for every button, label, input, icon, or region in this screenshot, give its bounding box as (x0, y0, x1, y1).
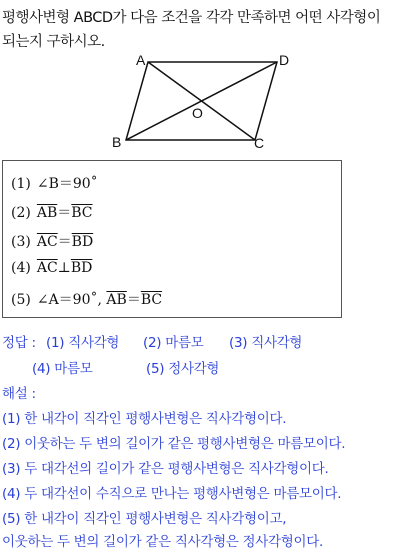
answer-2: (2) 마름모 (143, 335, 204, 351)
answer-4: (4) 마름모 (32, 361, 93, 377)
explanation-label: 해설 : (2, 386, 36, 402)
label-d: D (279, 52, 290, 68)
condition-row (11, 202, 93, 222)
parallelogram-figure (0, 50, 400, 160)
condition-text: ∠A＝90˚, (36, 292, 107, 308)
explanation-line: (3) 두 대각선의 길이가 같은 평행사변형은 직사각형이다. (2, 461, 329, 477)
explanation-line: 이웃하는 두 변의 길이가 같은 직사각형은 정사각형이다. (2, 534, 323, 550)
question-line-2: 되는지 구하시오. (2, 34, 105, 50)
label-o: O (192, 105, 203, 121)
condition-text: ＝ (57, 234, 72, 250)
condition-text: ＝ (57, 205, 72, 221)
condition-row (11, 231, 93, 251)
condition-number: (1) (11, 176, 31, 192)
label-b: B (112, 134, 122, 150)
segment-overline: $\overline{AC}$ (36, 260, 58, 276)
segment-overline: $\overline{AC}$ (36, 234, 58, 250)
explanation-line: (1) 한 내각이 직각인 평행사변형은 직사각형이다. (2, 411, 287, 427)
answer-3: (3) 직사각형 (229, 335, 303, 351)
condition-row (11, 289, 162, 309)
conditions-box (2, 160, 342, 318)
answer-5: (5) 정사각형 (146, 361, 220, 377)
condition-row (11, 260, 92, 276)
condition-number: (3) (11, 234, 31, 250)
condition-number: (2) (11, 205, 31, 221)
question-line-1: 평행사변형 ABCD가 다음 조건을 각각 만족하면 어떤 사각형이 (2, 10, 381, 26)
explanation-line: (4) 두 대각선이 수직으로 만나는 평행사변형은 마름모이다. (2, 486, 342, 502)
segment-overline: $\overline{AB}$ (36, 205, 58, 221)
answer-1: (1) 직사각형 (46, 335, 120, 351)
segment-overline: $\overline{BC}$ (140, 292, 163, 308)
condition-text: ＝ (126, 292, 141, 308)
condition-row (11, 173, 98, 193)
label-c: C (254, 135, 265, 151)
segment-overline: $\overline{BD}$ (71, 234, 94, 250)
condition-number: (4) (11, 260, 31, 276)
condition-number: (5) (11, 292, 31, 308)
condition-text: ∠B＝90˚ (36, 176, 98, 192)
segment-overline: $\overline{AB}$ (106, 292, 127, 308)
explanation-line: (5) 한 내각이 직각인 평행사변형은 직사각형이고, (2, 511, 287, 527)
explanation-line: (2) 이웃하는 두 변의 길이가 같은 평행사변형은 마름모이다. (2, 436, 346, 452)
diagonal-bd (126, 62, 277, 140)
label-a: A (136, 52, 146, 68)
segment-overline: $\overline{BC}$ (71, 205, 93, 221)
answer-label: 정답 : (2, 335, 36, 351)
condition-text: ⊥ (57, 260, 71, 276)
segment-overline: $\overline{BD}$ (70, 260, 93, 276)
